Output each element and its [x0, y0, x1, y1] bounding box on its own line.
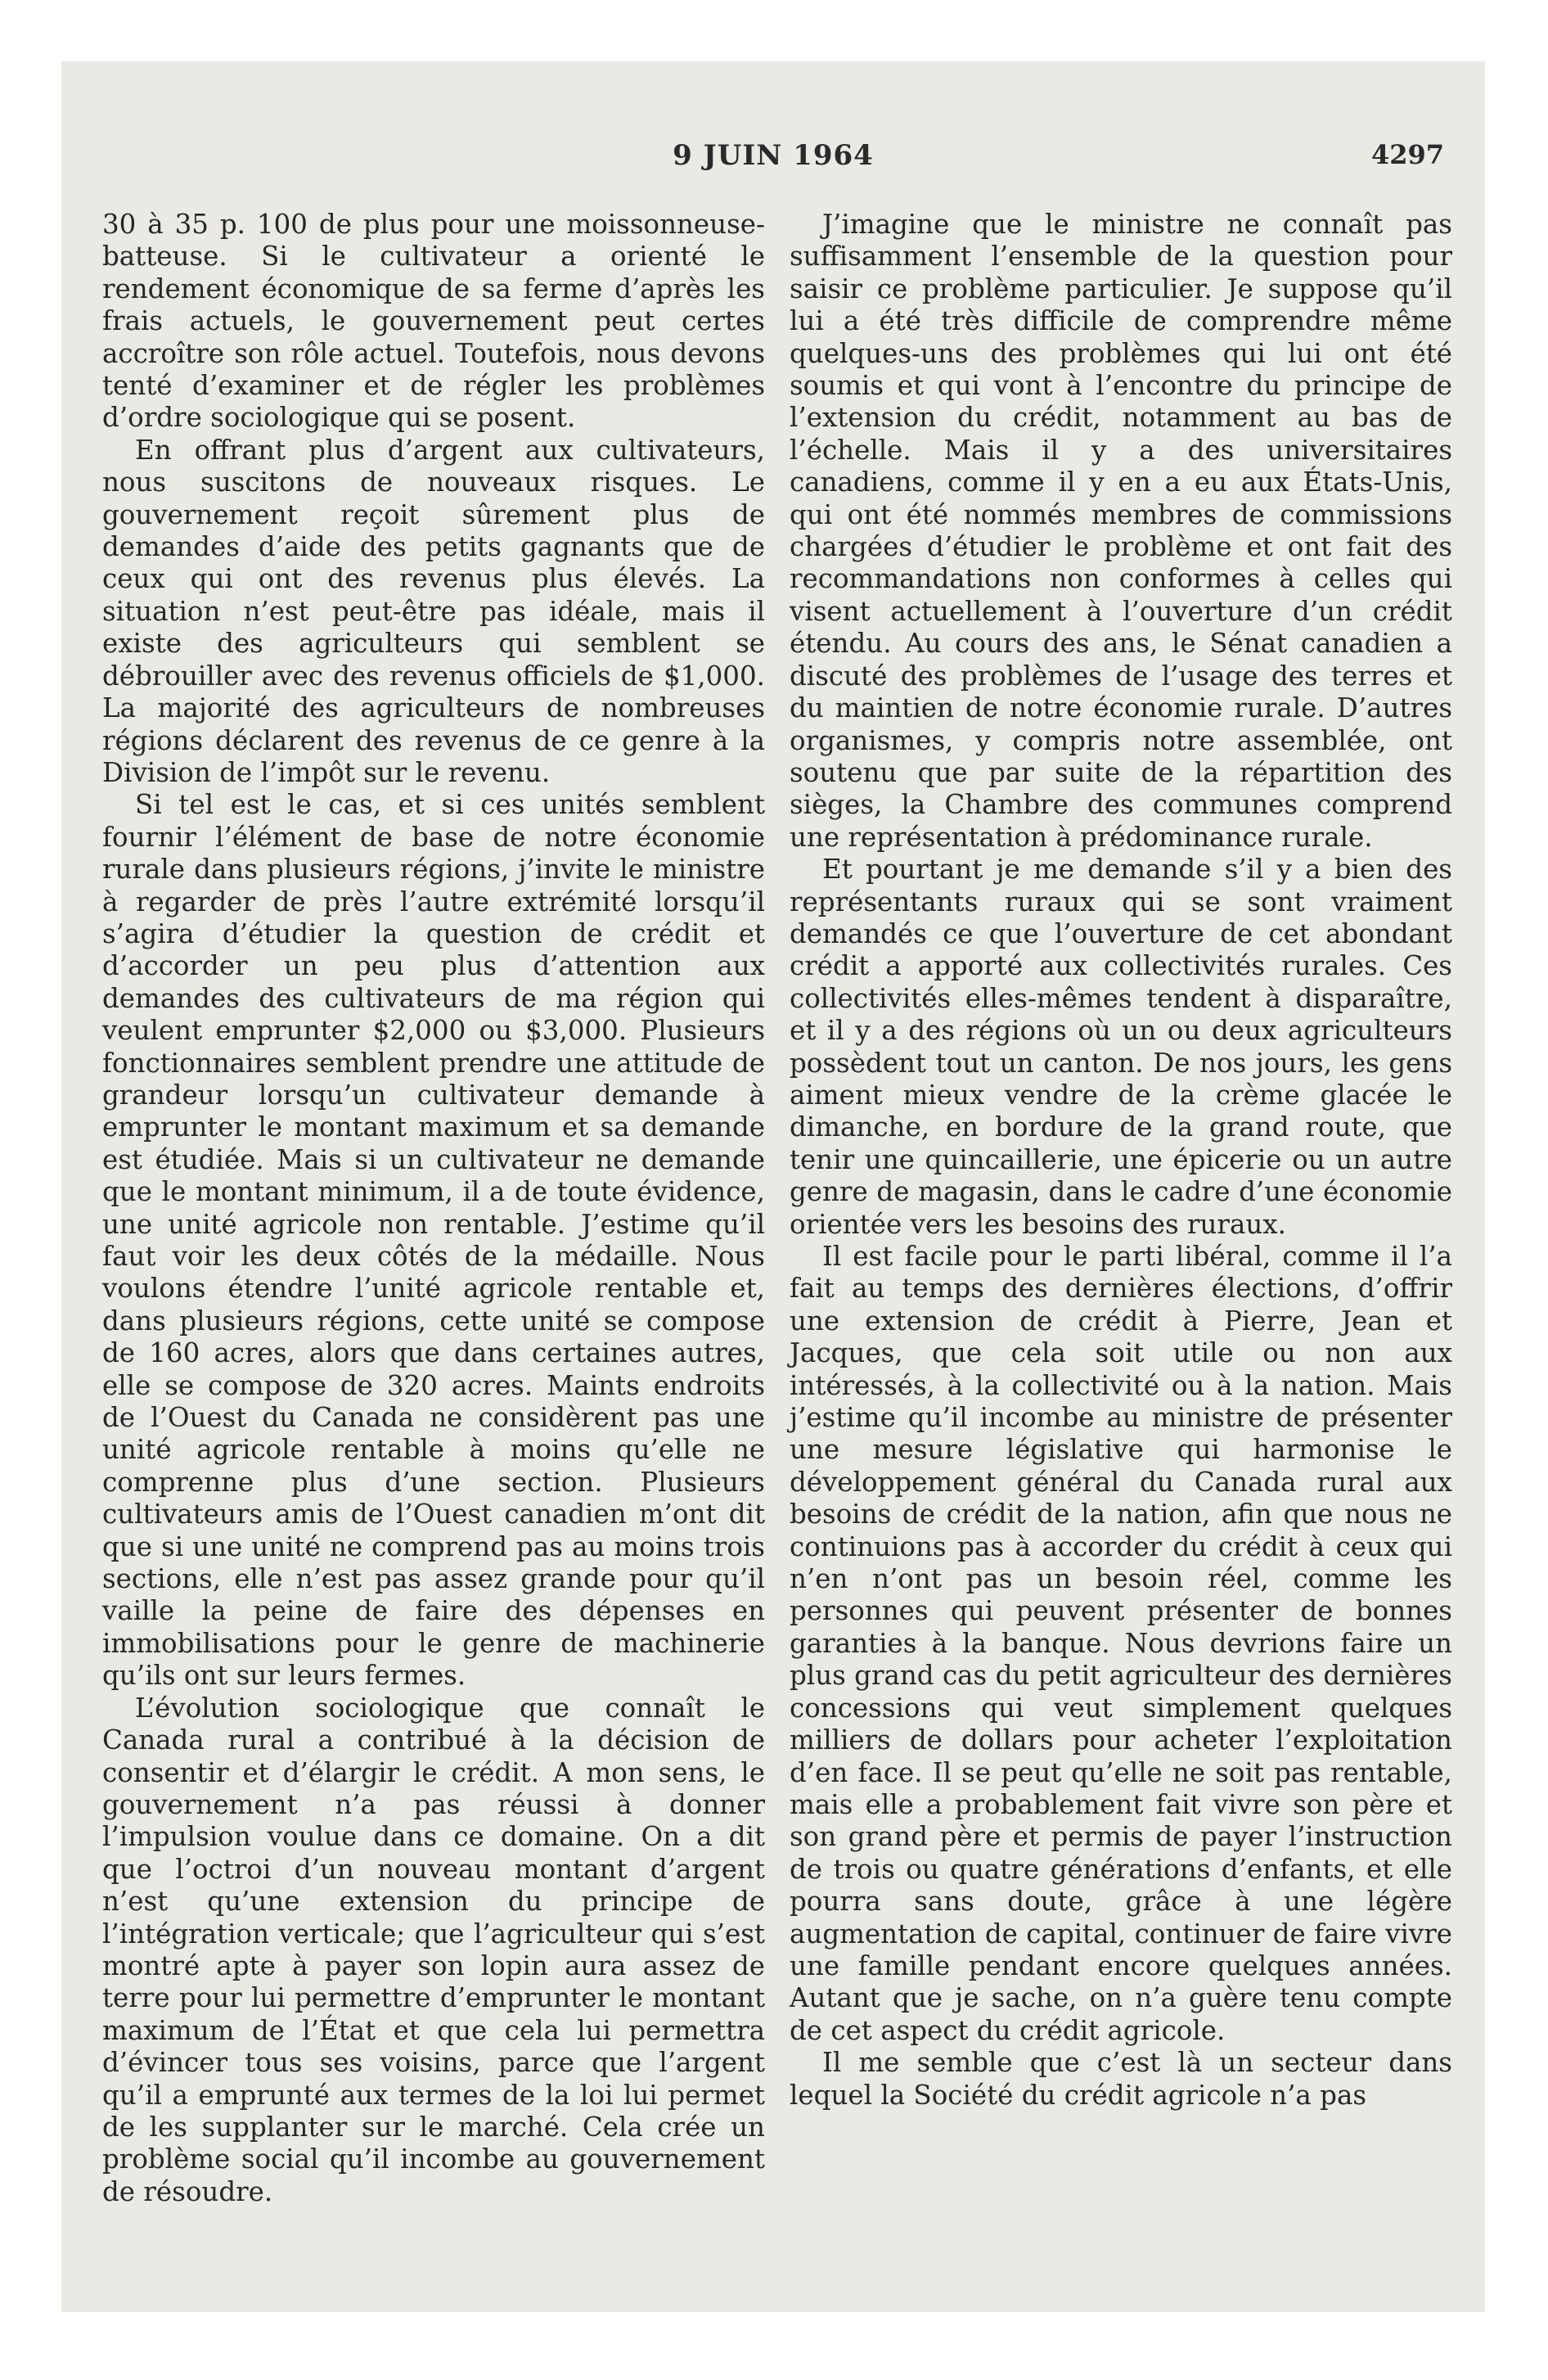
paragraph: Si tel est le cas, et si ces unités semblent fournir l’élément de base de notre économie rurale dans plusieurs régions, j’invite le ministre à regarder de près l’autre extrémité lorsqu’il s’agira d’étudier la question de crédit et d’accorder un peu plus d’attention aux demandes des cultivateurs de ma région qui veulent emprunter $2,000 ou $3,000. Plusieurs fonctionnaires semblent prendre une attitude de grandeur lorsqu’un cultivateur demande à emprunter le montant maximum et sa demande est étudiée. Mais si un cultivateur ne demande que le montant minimum, il a de toute évidence, une unité agricole non rentable. J’estime qu’il faut voir les deux côtés de la médaille. Nous voulons étendre l’unité agricole rentable et, dans plusieurs régions, cette unité se compose de 160 acres, alors que dans certaines autres, elle se compose de 320 acres. Maints endroits de l’Ouest du Canada ne considèrent pas une unité agricole rentable à moins qu’elle ne comprenne plus d’une section. Plusieurs cultivateurs amis de l’Ouest canadien m’ont dit que si une unité ne comprend pas au moins trois sections, elle n’est pas assez grande pour qu’il vaille la peine de faire des dépenses en immobilisations pour le genre de machinerie qu’ils ont sur leurs fermes. [102, 789, 765, 1692]
paragraph: Il me semble que c’est là un secteur dans lequel la Société du crédit agricole n’a pas [790, 2047, 1452, 2111]
page-sheet [61, 61, 1485, 2312]
paragraph: L’évolution sociologique que connaît le Canada rural a contribué à la décision de consentir et d’élargir le crédit. A mon sens, le gouvernement n’a pas réussi à donner l’impulsion voulue dans ce domaine. On a dit que l’octroi d’un nouveau montant d’argent n’est qu’une extension du principe de l’intégration verticale; que l’agriculteur qui s’est montré apte à payer son lopin aura assez de terre pour lui permettre d’emprunter le montant maximum de l’État et que cela lui permettra d’évincer tous ses voisins, parce que l’argent qu’il a emprunté aux termes de la loi lui permet de les supplanter sur le marché. Cela crée un problème social qu’il incombe au gouvernement de résoudre. [102, 1692, 765, 2207]
header-date: 9 JUIN 1964 [673, 139, 874, 172]
paragraph: J’imagine que le ministre ne connaît pas suffisamment l’ensemble de la question pour saisir ce problème particulier. Je suppose qu’il lui a été très difficile de comprendre même quelques-uns des problèmes qui lui ont été soumis et qui vont à l’encontre du principe de l’extension du crédit, notamment au bas de l’échelle. Mais il y a des universitaires canadiens, comme il y en a eu aux États-Unis, qui ont été nommés membres de commissions chargées d’étudier le problème et ont fait des recommandations non conformes à celles qui visent actuellement à l’ouverture d’un crédit étendu. Au cours des ans, le Sénat canadien a discuté des problèmes de l’usage des terres et du maintien de notre économie rurale. D’autres organismes, y compris notre assemblée, ont soutenu que par suite de la répartition des sièges, la Chambre des communes comprend une représentation à prédominance rurale. [790, 209, 1452, 853]
paragraph: Et pourtant je me demande s’il y a bien des représentants ruraux qui se sont vraiment demandés ce que l’ouverture de cet abondant crédit a apporté aux collectivités rurales. Ces collectivités elles-mêmes tendent à disparaître, et il y a des régions où un ou deux agriculteurs possèdent tout un canton. De nos jours, les gens aiment mieux vendre de la crème glacée le dimanche, en bordure de la grand route, que tenir une quincaillerie, une épicerie ou un autre genre de magasin, dans le cadre d’une économie orientée vers les besoins des ruraux. [790, 854, 1452, 1240]
paragraph: 30 à 35 p. 100 de plus pour une moissonneuse-batteuse. Si le cultivateur a orienté le rendement économique de sa ferme d’après les frais actuels, le gouvernement peut certes accroître son rôle actuel. Toutefois, nous devons tenté d’examiner et de régler les problèmes d’ordre sociologique qui se posent. [102, 209, 765, 434]
paragraph: Il est facile pour le parti libéral, comme il l’a fait au temps des dernières élections, d’offrir une extension de crédit à Pierre, Jean et Jacques, que cela soit utile ou non aux intéressés, à la collectivité ou à la nation. Mais j’estime qu’il incombe au ministre de présenter une mesure législative qui harmonise le développement général du Canada rural aux besoins de crédit de la nation, afin que nous ne continuions pas à accorder du crédit à ceux qui n’en n’ont pas un besoin réel, comme les personnes qui peuvent présenter de bonnes garanties à la banque. Nous devrions faire un plus grand cas du petit agriculteur des dernières concessions qui veut simplement quelques milliers de dollars pour acheter l’exploitation d’en face. Il se peut qu’elle ne soit pas rentable, mais elle a probablement fait vivre son père et son grand père et permis de payer l’instruction de trois ou quatre générations d’enfants, et elle pourra sans doute, grâce à une légère augmentation de capital, continuer de faire vivre une famille pendant encore quelques années. Autant que je sache, on n’a guère tenu compte de cet aspect du crédit agricole. [790, 1241, 1452, 2046]
right-column [790, 209, 1452, 2112]
page-header [61, 139, 1485, 188]
left-column [102, 209, 765, 2208]
page-number: 4297 [1370, 139, 1444, 170]
paragraph: En offrant plus d’argent aux cultivateurs, nous suscitons de nouveaux risques. Le gouvernement reçoit sûrement plus de demandes d’aide des petits gagnants que de ceux qui ont des revenus plus élevés. La situation n’est peut-être pas idéale, mais il existe des agriculteurs qui semblent se débrouiller avec des revenus officiels de $1,000. La majorité des agriculteurs de nombreuses régions déclarent des revenus de ce genre à la Division de l’impôt sur le revenu. [102, 434, 765, 788]
